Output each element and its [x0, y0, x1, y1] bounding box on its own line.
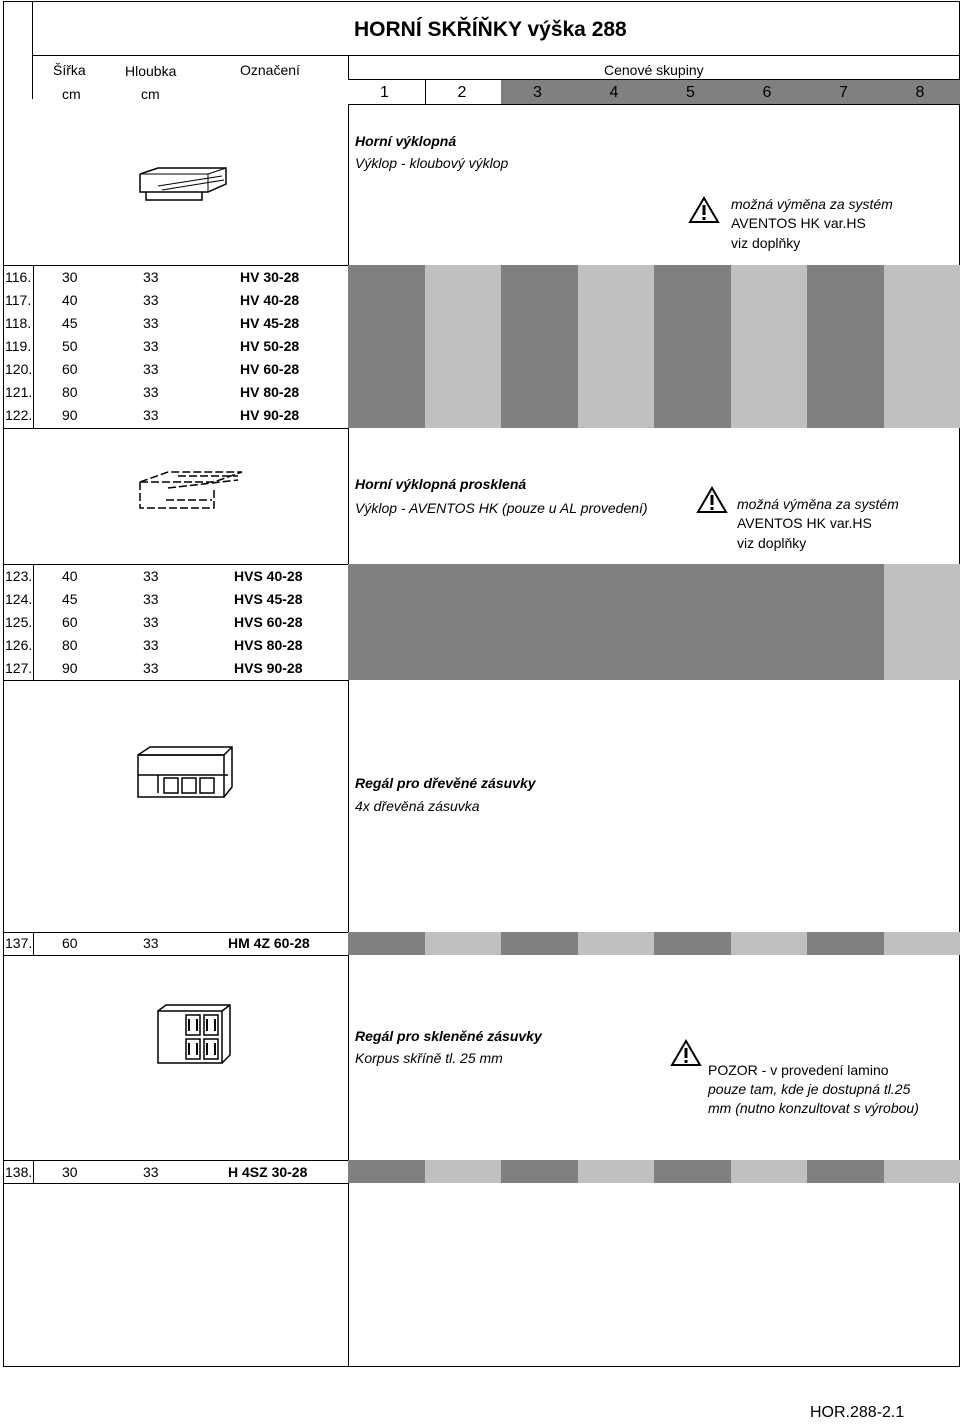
row-depth: 33 — [143, 292, 159, 308]
row-number: 123. — [5, 568, 33, 584]
row-number: 118. — [5, 315, 32, 331]
row-width: 30 — [62, 269, 78, 285]
section-3-price-band — [348, 932, 960, 955]
section-2-note-1: možná výměna za systém — [737, 496, 899, 512]
row-width: 30 — [62, 1164, 78, 1180]
row-code: HVS 60-28 — [234, 614, 303, 630]
section-2-note-2: AVENTOS HK var.HS — [737, 515, 872, 531]
row-depth: 33 — [143, 935, 159, 951]
section-4-table-bottom — [3, 1183, 348, 1184]
section-2-note-3: viz doplňky — [737, 535, 807, 551]
group-2: 2 — [457, 84, 467, 101]
row-width: 60 — [62, 935, 78, 951]
row-width: 45 — [62, 315, 78, 331]
row-depth: 33 — [143, 269, 159, 285]
row-code: HVS 45-28 — [234, 591, 303, 607]
warning-icon — [696, 486, 728, 514]
row-code: HV 90-28 — [240, 407, 300, 423]
row-width: 45 — [62, 591, 78, 607]
section-4-price-band — [348, 1160, 960, 1183]
row-depth: 33 — [143, 614, 159, 630]
row-depth: 33 — [143, 637, 159, 653]
row-depth: 33 — [143, 338, 159, 354]
row-code: HM 4Z 60-28 — [228, 935, 310, 951]
title-border — [32, 55, 960, 56]
row-code: HV 80-28 — [240, 384, 300, 400]
section-3-table-top — [3, 932, 348, 933]
flip-up-cabinet-icon — [138, 166, 228, 206]
row-depth: 33 — [143, 361, 159, 377]
section-3-no-border — [33, 932, 34, 955]
row-number: 116. — [5, 269, 32, 285]
glass-flip-cabinet-icon — [138, 468, 244, 512]
number-column-border — [32, 1, 33, 99]
group-3: 3 — [533, 84, 542, 101]
group-8: 8 — [915, 84, 925, 101]
row-number: 138. — [5, 1164, 33, 1180]
row-depth: 33 — [143, 568, 159, 584]
unit-hloubka: cm — [141, 86, 160, 102]
row-code: HV 50-28 — [240, 338, 300, 354]
section-4-table-top — [3, 1160, 348, 1161]
section-1-subtitle: Výklop - kloubový výklop — [355, 155, 509, 171]
section-4-subtitle: Korpus skříně tl. 25 mm — [355, 1050, 503, 1066]
section-1-price-band — [348, 265, 960, 428]
row-width: 90 — [62, 660, 78, 676]
row-code: HVS 80-28 — [234, 637, 303, 653]
row-number: 125. — [5, 614, 33, 630]
row-code: H 4SZ 30-28 — [228, 1164, 308, 1180]
row-depth: 33 — [143, 1164, 159, 1180]
group-6: 6 — [762, 84, 772, 101]
section-1-note-1: možná výměna za systém — [731, 196, 893, 212]
group-4: 4 — [609, 84, 619, 101]
glass-drawer-shelf-icon — [156, 1003, 232, 1065]
wooden-drawer-shelf-icon — [136, 745, 234, 801]
group-1: 1 — [380, 84, 389, 101]
row-depth: 33 — [143, 407, 159, 423]
row-number: 120. — [5, 361, 33, 377]
section-4-note-2: pouze tam, kde je dostupná tl.25 — [708, 1081, 911, 1097]
section-2-table-bottom — [3, 680, 348, 681]
row-code: HV 30-28 — [240, 269, 300, 285]
row-code: HV 45-28 — [240, 315, 300, 331]
row-width: 40 — [62, 292, 78, 308]
section-3-title: Regál pro dřevěné zásuvky — [355, 775, 536, 791]
row-number: 122. — [5, 407, 33, 423]
row-code: HV 40-28 — [240, 292, 300, 308]
row-width: 40 — [62, 568, 78, 584]
row-number: 137. — [5, 935, 33, 951]
row-depth: 33 — [143, 315, 159, 331]
section-2-subtitle: Výklop - AVENTOS HK (pouze u AL provedení) — [355, 500, 648, 516]
section-1-table-top — [3, 265, 348, 266]
section-4-note-3: mm (nutno konzultovat s výrobou) — [708, 1100, 919, 1116]
row-width: 60 — [62, 361, 78, 377]
section-1-note-2: AVENTOS HK var.HS — [731, 215, 866, 231]
section-2-no-border — [33, 564, 34, 680]
section-1-table-bottom — [3, 428, 348, 429]
group-7: 7 — [839, 84, 848, 101]
section-4-note-1: POZOR - v provedení lamino — [708, 1062, 889, 1078]
section-3-subtitle: 4x dřevěná zásuvka — [355, 798, 480, 814]
row-depth: 33 — [143, 660, 159, 676]
section-2-title: Horní výklopná prosklená — [355, 476, 527, 492]
col-hloubka: Hloubka — [125, 63, 177, 79]
section-1-note-3: viz doplňky — [731, 235, 801, 251]
price-group-header — [348, 79, 960, 105]
row-depth: 33 — [143, 591, 159, 607]
col-cenove: Cenové skupiny — [604, 62, 704, 78]
col-oznaceni: Označení — [240, 62, 300, 78]
section-1-title: Horní výklopná — [355, 133, 457, 149]
row-number: 117. — [5, 292, 32, 308]
row-width: 80 — [62, 637, 78, 653]
footer-code: HOR.288-2.1 — [810, 1404, 905, 1421]
row-number: 127. — [5, 660, 33, 676]
section-4-no-border — [33, 1160, 34, 1183]
section-1-no-border — [33, 265, 34, 428]
row-code: HV 60-28 — [240, 361, 300, 377]
row-number: 126. — [5, 637, 33, 653]
section-2-table-top — [3, 564, 348, 565]
row-number: 119. — [5, 338, 32, 354]
section-4-title: Regál pro skleněné zásuvky — [355, 1028, 542, 1044]
row-number: 121. — [5, 384, 33, 400]
section-2-price-band — [348, 564, 960, 680]
page-title: HORNÍ SKŘÍŇKY výška 288 — [354, 18, 627, 41]
row-number: 124. — [5, 591, 33, 607]
row-width: 60 — [62, 614, 78, 630]
row-width: 80 — [62, 384, 78, 400]
section-3-table-bottom — [3, 955, 348, 956]
row-depth: 33 — [143, 384, 159, 400]
unit-sirka: cm — [62, 86, 81, 102]
row-code: HVS 90-28 — [234, 660, 303, 676]
group-5: 5 — [686, 84, 695, 101]
col-sirka: Šířka — [53, 62, 86, 78]
row-width: 50 — [62, 338, 78, 354]
row-code: HVS 40-28 — [234, 568, 303, 584]
warning-icon — [670, 1039, 702, 1067]
warning-icon — [688, 196, 720, 224]
row-width: 90 — [62, 407, 78, 423]
